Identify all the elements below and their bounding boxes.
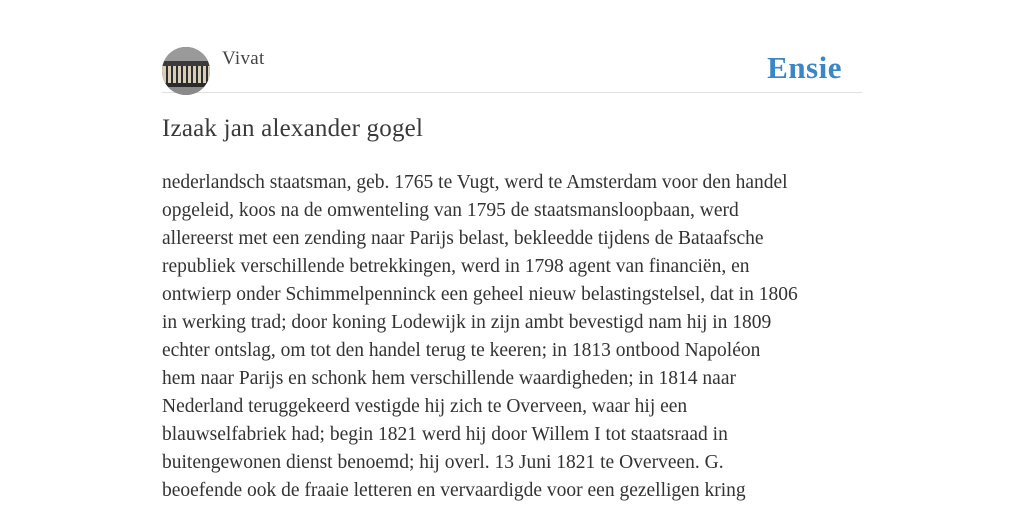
publisher-avatar[interactable] — [162, 47, 210, 95]
article-title: Izaak jan alexander gogel — [162, 115, 424, 142]
books-image — [162, 47, 210, 95]
header — [162, 46, 862, 93]
article-body: nederlandsch staatsman, geb. 1765 te Vugt, werd te Amsterdam voor den handel opgeleid, koos na de omwenteling van 1795 de staatsmansloopbaan, werd allereerst met een zending naar Parijs belast, bekleedde tijdens de Bataafsche republiek verschillende betrekkingen, werd in 1798 agent van financiën, en ontwierp onder Schimmelpenninck een geheel nieuw belastingstelsel, dat in 1806 in werking trad; door koning Lodewijk in zijn ambt bevestigd nam hij in 1809 echter ontslag, om tot den handel terug te keeren; in 1813 ontbood Napoléon hem naar Parijs en schonk hem verschillende waardigheden; in 1814 naar Nederland teruggekeerd vestigde hij zich te Overveen, waar hij een blauwselfabriek had; begin 1821 werd hij door Willem I tot staatsraad in buitengewonen dienst benoemd; hij overl. 13 Juni 1821 te Overveen. G. beoefende ook de fraaie letteren en vervaardigde voor een gezelligen kring — [162, 172, 798, 501]
site-logo[interactable]: Ensie — [767, 50, 842, 85]
publisher-name[interactable]: Vivat — [222, 48, 265, 69]
